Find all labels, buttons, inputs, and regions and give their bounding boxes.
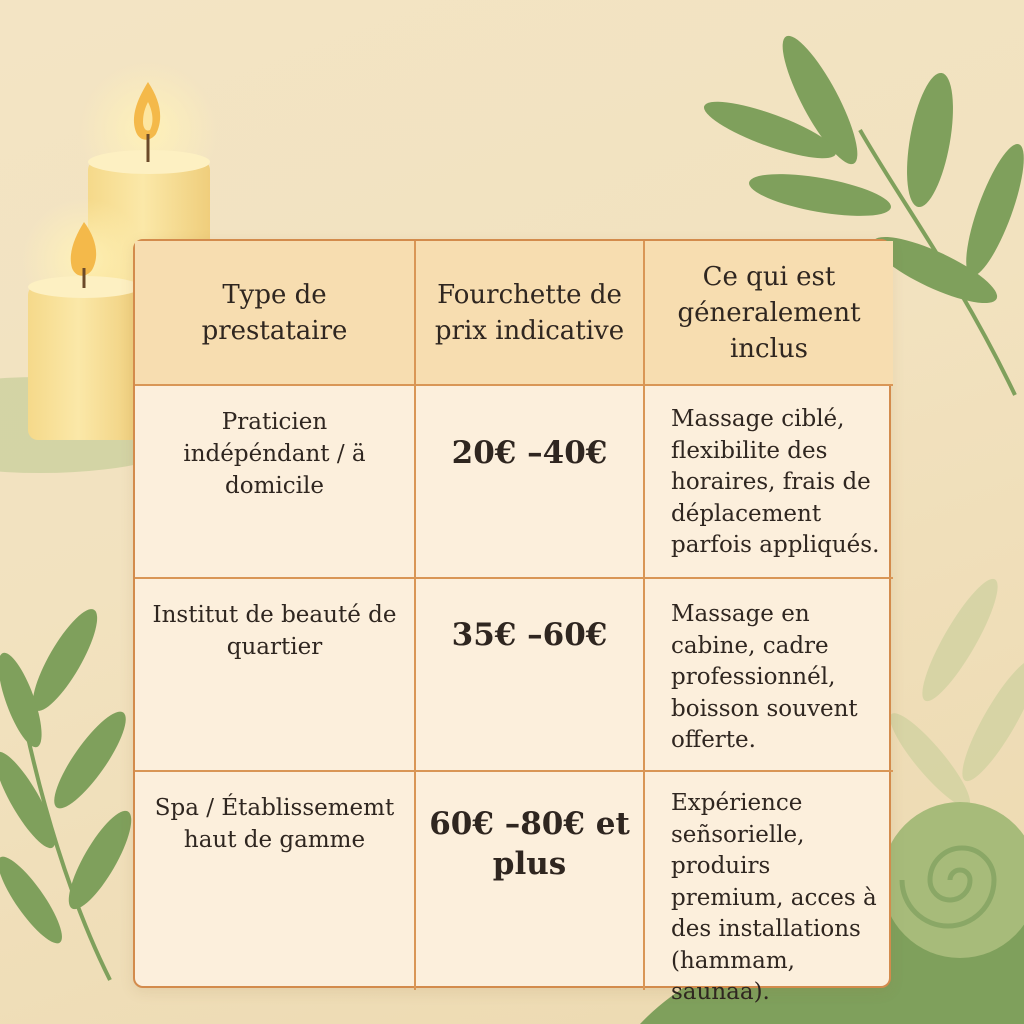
column-header-provider-type	[135, 241, 416, 386]
cell-provider-type	[135, 772, 416, 990]
included-text: Expérience señsorielle, produirs premium, acces à des installations (hammam, saunaa).	[671, 790, 877, 1005]
cell-included	[645, 386, 893, 579]
included-text: Massage en cabine, cadre professionnél, boisson souvent offerte.	[671, 601, 858, 753]
cell-included	[645, 579, 893, 772]
leaf-branch-icon	[881, 571, 1024, 815]
included-text: Massage ciblé, flexibilite des horaires, frais de déplacement parfois appliqués.	[671, 406, 880, 558]
provider-type-text: Institut de beauté de quartier	[152, 602, 397, 660]
cell-price-range	[416, 772, 645, 990]
column-header-included	[645, 241, 893, 386]
cell-price-range	[416, 579, 645, 772]
header-label: Ce qui est géneralement inclus	[677, 261, 861, 364]
price-comparison-table	[133, 239, 891, 1005]
price-range-text: 60€ –80€ et plus	[429, 806, 630, 882]
provider-type-text: Spa / Établissememt haut de gamme	[154, 795, 395, 853]
header-label: Fourchette de prix indicative	[434, 279, 625, 346]
header-label: Type de prestataire	[201, 279, 348, 346]
cell-provider-type	[135, 579, 416, 772]
cell-included	[645, 772, 893, 1005]
price-range-text: 20€ –40€	[451, 435, 608, 471]
provider-type-text: Praticien indépéndant / ä domicile	[183, 409, 366, 499]
cell-price-range	[416, 386, 645, 579]
cell-provider-type	[135, 386, 416, 579]
leaf-branch-icon	[0, 602, 142, 980]
price-range-text: 35€ –60€	[451, 617, 608, 653]
candle-icon	[22, 198, 146, 440]
column-header-price-range	[416, 241, 645, 386]
